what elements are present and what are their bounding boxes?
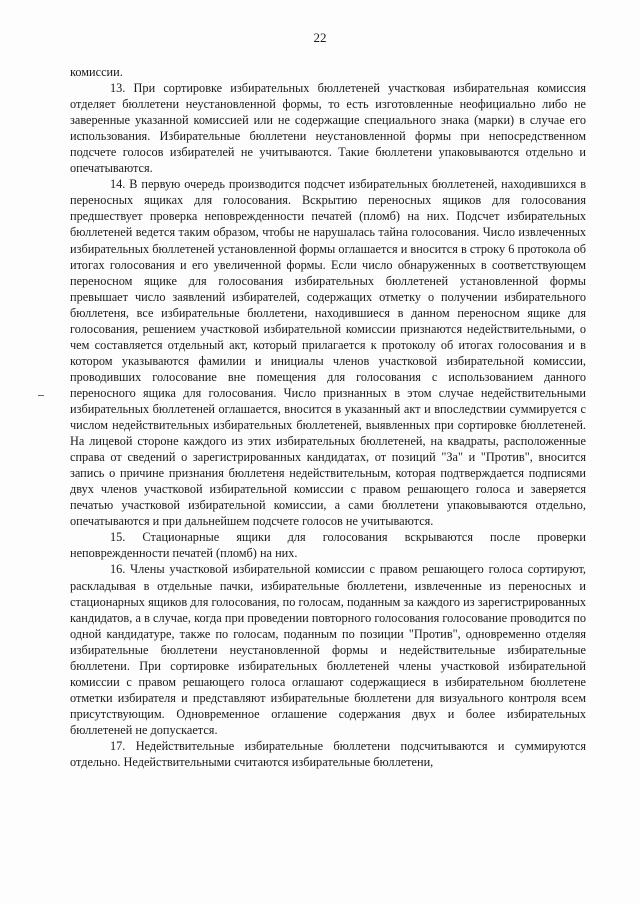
margin-mark — [38, 395, 44, 396]
paragraph-14: 14. В первую очередь производится подсчет избирательных бюллетеней, находившихся в переносных ящиках для голосования. Вскрытию переносных ящиков для голосования предшествует проверка неповрежденности печатей (пломб) на них. Подсчет избирательных бюллетеней ведется таким образом, чтобы не нарушалась тайна голосования. Число извлеченных избирательных бюллетеней установленной формы оглашается и вносится в строку 6 протокола об итогах голосования и его увеличенной формы. Если число обнаруженных в соответствующем переносном ящике для голосования избирательных бюллетеней установленной формы превышает число заявлений избирателей, содержащих отметку о получении избирательного бюллетеня, все избирательные бюллетени, находившиеся в данном переносном ящике для голосования, решением участковой избирательной комиссии признаются недействительными, о чем составляется отдельный акт, который прилагается к протоколу об итогах голосования и в котором указываются фамилии и инициалы членов участковой избирательной комиссии, проводивших голосование вне помещения для голосования с использованием данного переносного ящика для голосования. Число признанных в этом случае недействительными избирательных бюллетеней оглашается, вносится в указанный акт и впоследствии суммируется с числом недействительных избирательных бюллетеней, выявленных при сортировке бюллетеней. На лицевой стороне каждого из этих избирательных бюллетеней, на квадраты, расположенные справа от сведений о зарегистрированных кандидатах, от позиций "За" и "Против", вносится запись о причине признания бюллетеня недействительным, которая подтверждается подписями двух членов участковой избирательной комиссии с правом решающего голоса и заверяется печатью участковой избирательной комиссии, а сами бюллетени упаковываются отдельно, опечатываются и при дальнейшем подсчете голосов не учитываются. — [70, 177, 586, 529]
paragraph-17: 17. Недействительные избирательные бюллетени подсчитываются и суммируются отдельно. Недействительными считаются избирательные бюллетени, — [70, 738, 586, 770]
paragraph-15: 15. Стационарные ящики для голосования вскрываются после проверки неповрежденности печатей (пломб) на них. — [70, 530, 586, 561]
page-number: 22 — [313, 30, 327, 45]
document-body — [70, 64, 586, 770]
paragraph-continuation: комиссии. — [70, 65, 123, 79]
paragraph-16: 16. Члены участковой избирательной комиссии с правом решающего голоса сортируют, раскладывая в отдельные пачки, избирательные бюллетени, извлеченные из переносных и стационарных ящиков для голосования, по голосам, поданным за каждого из зарегистрированных кандидатов, а в случае, когда при проведении повторного голосования голосование проводится по одной кандидатуре, также по голосам, поданным по позиции "Против", одновременно отделяя избирательные бюллетени неустановленной формы и недействительные избирательные бюллетени. При сортировке избирательных бюллетеней члены участковой избирательной комиссии с правом решающего голоса оглашают содержащиеся в избирательном бюллетене отметки избирателя и представляют избирательные бюллетени для визуального контроля всем присутствующим. Одновременное оглашение содержания двух и более избирательных бюллетеней не допускается. — [70, 562, 586, 737]
paragraph-13: 13. При сортировке избирательных бюллетеней участковая избирательная комиссия отделяет бюллетени неустановленной формы, то есть изготовленные неофициально либо не заверенные указанной комиссией или не содержащие специального знака (марки) в случае его использования. Избирательные бюллетени неустановленной формы при непосредственном подсчете голосов избирателей не учитываются. Такие бюллетени упаковываются отдельно и опечатываются. — [70, 81, 586, 176]
